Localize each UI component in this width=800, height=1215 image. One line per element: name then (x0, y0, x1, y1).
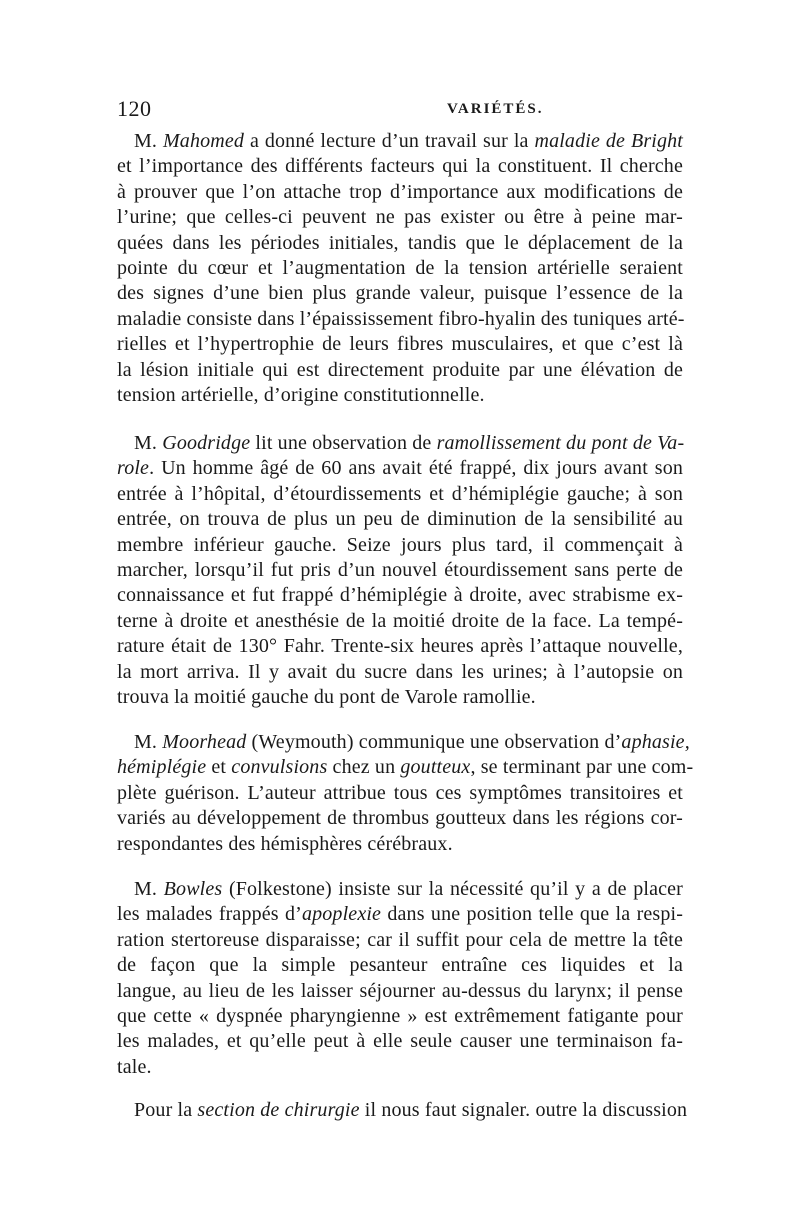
paragraph-goodridge (117, 431, 683, 710)
page-header (117, 96, 683, 126)
text-line: la lésion initiale qui est directement produite par une élévation de (117, 358, 683, 381)
text-line: entrée à l’hôpital, d’étourdissements et d’hémiplégie gauche; à son (117, 482, 683, 505)
text-line: Pour la section de chirurgie il nous faut signaler. outre la discussion (134, 1099, 688, 1121)
text-line: langue, au lieu de les laisser séjourner au-dessus du larynx; il pense (117, 979, 683, 1002)
text-line: rature était de 130° Fahr. Trente-six heures après l’attaque nouvelle, (117, 635, 683, 658)
text-line: des signes d’une bien plus grande valeur, puisque l’essence de la (117, 282, 683, 305)
text-line: tension artérielle, d’origine constitutionnelle. (117, 383, 485, 406)
text-line: terne à droite et anesthésie de la moitié droite de la face. La tempé- (117, 609, 683, 632)
text-line: à prouver que l’on attache trop d’importance aux modifications de (117, 180, 683, 203)
disease-name: aphasie, (621, 731, 690, 753)
text-line: quées dans les périodes initiales, tandis que le déplacement de la (117, 231, 683, 254)
text-line: connaissance et fut frappé d’hémiplégie à droite, avec strabisme ex- (117, 584, 683, 607)
text-line: et l’importance des différents facteurs qui la constituent. Il cherche (117, 155, 683, 178)
paragraph-bowles (117, 877, 683, 1080)
author-name: Moorhead (162, 731, 247, 753)
author-name: Bowles (163, 878, 223, 900)
text-line: M. Goodridge lit une observation de ramollissement du pont de Va- (134, 432, 685, 454)
text-line: pointe du cœur et l’augmentation de la tension artérielle seraient (117, 256, 683, 279)
text-line: ration stertoreuse disparaisse; car il suffit pour cela de mettre la tête (117, 928, 683, 951)
running-head: VARIÉTÉS. (447, 101, 544, 117)
page-number: 120 (117, 96, 152, 121)
text-line: M. Moorhead (Weymouth) communique une observation d’aphasie, (134, 731, 690, 753)
text-line: de façon que la simple pesanteur entraîne ces liquides et la (117, 954, 683, 977)
text-line: que cette « dyspnée pharyngienne » est extrêmement fatigante pour (117, 1004, 683, 1027)
text-line: plète guérison. L’auteur attribue tous ces symptômes transitoires et (117, 781, 683, 804)
text-line: la mort arriva. Il y avait du sucre dans les urines; à l’autopsie on (117, 660, 683, 683)
author-name: Goodridge (162, 432, 251, 454)
paragraph-chirurgie (117, 1098, 688, 1123)
text-line: les malades, et qu’elle peut à elle seule causer une terminaison fa- (117, 1030, 683, 1053)
author-name: Mahomed (163, 130, 245, 152)
text-line: maladie consiste dans l’épaississement fibro-hyalin des tuniques arté- (117, 307, 685, 330)
text-line: M. Mahomed a donné lecture d’un travail sur la maladie de Bright (134, 130, 683, 152)
text-line: membre inférieur gauche. Seize jours plus tard, il commençait à (117, 533, 683, 556)
text-line: trouva la moitié gauche du pont de Varole ramollie. (117, 685, 536, 708)
text-line: les malades frappés d’apoplexie dans une position telle que la respi- (117, 903, 684, 926)
paragraph-moorhead (117, 730, 694, 857)
text-line: tale. (117, 1055, 152, 1078)
text-line: variés au développement de thrombus goutteux dans les régions cor- (117, 807, 683, 830)
disease-name: apoplexie (301, 903, 382, 926)
text-line: l’urine; que celles-ci peuvent ne pas exister ou être à peine mar- (117, 206, 683, 229)
text-line: marcher, lorsqu’il fut pris d’un nouvel étourdissement sans perte de (117, 558, 683, 581)
text-line: rielles et l’hypertrophie de leurs fibres musculaires, et que c’est là (117, 333, 683, 356)
disease-name: ramollissement du pont de Va- (436, 432, 685, 454)
text-line: entrée, on trouva de plus un peu de diminution de la sensibilité au (117, 508, 683, 531)
paragraph-mahomed (117, 129, 683, 408)
section-name: section de chirurgie (197, 1099, 360, 1121)
text-line: hémiplégie et convulsions chez un goutteux, se terminant par une com- (117, 756, 694, 779)
text-line: role. Un homme âgé de 60 ans avait été frappé, dix jours avant son (117, 457, 683, 480)
text-line: respondantes des hémisphères cérébraux. (117, 832, 453, 855)
disease-name: maladie de Bright (534, 130, 683, 152)
text-line: M. Bowles (Folkestone) insiste sur la nécessité qu’il y a de placer (134, 878, 683, 900)
